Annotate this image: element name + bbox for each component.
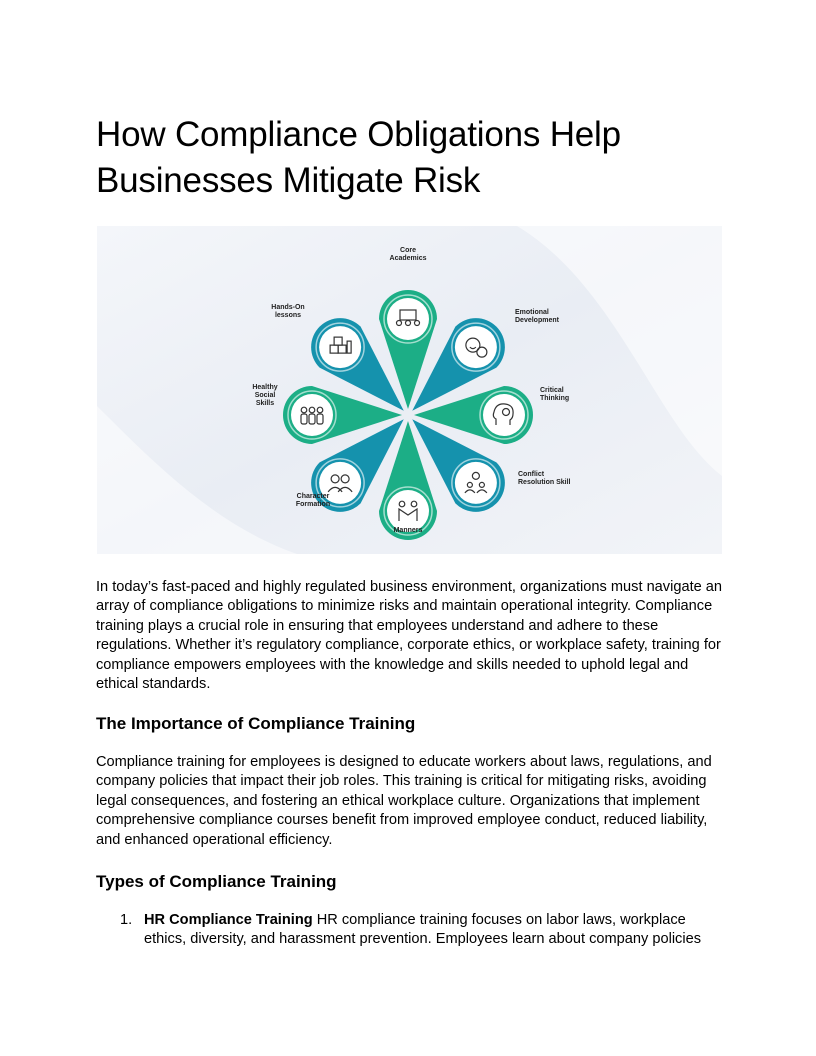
petal-label: Conflict Resolution Skill xyxy=(518,471,571,486)
infographic-flower xyxy=(97,226,722,554)
infographic-figure xyxy=(97,226,722,554)
list-item xyxy=(96,911,726,950)
page-title: How Compliance Obligations Help Businesses Mitigate Risk xyxy=(96,115,621,200)
intro-paragraph: In today’s fast-paced and highly regulated business environment, organizations must navigate an array of compliance obligations to minimize risks and maintain operational integrity. Compliance training plays a crucial role in ensuring that employees understand and adhere to these regulations. Whether it’s regulatory compliance, corporate ethics, or workplace safety, training for compliance empowers employees with the knowledge and skills needed to uphold legal and ethical standards. xyxy=(96,579,723,693)
petal-label: Healthy Social Skills xyxy=(252,384,278,407)
training-types-list xyxy=(96,911,726,950)
petal-label: Hands-On lessons xyxy=(271,304,305,319)
petal-label: Critical Thinking xyxy=(540,387,570,402)
petal-label: Core Academics xyxy=(389,247,427,262)
petal-label: Character Formation xyxy=(295,493,331,508)
section-heading-types: Types of Compliance Training xyxy=(96,872,337,891)
section-heading-importance: The Importance of Compliance Training xyxy=(96,714,416,733)
list-item-text: HR compliance training focuses on labor laws, workplace ethics, diversity, and harassment prevention. Employees learn about company policies xyxy=(144,912,702,948)
importance-paragraph: Compliance training for employees is designed to educate workers about laws, regulations, and company policies that impact their job roles. This training is critical for mitigating risks, avoiding legal consequences, and fostering an ethical workplace culture. Organizations that implement comprehensive compliance courses benefit from improved employee conduct, reduced liability, and enhanced operational efficiency. xyxy=(96,754,712,848)
list-item-number: 1. xyxy=(120,912,133,928)
list-item-lead: HR Compliance Training xyxy=(144,912,313,928)
petal-label: Manners xyxy=(393,527,423,534)
petal-label: Emotional Development xyxy=(515,309,559,324)
